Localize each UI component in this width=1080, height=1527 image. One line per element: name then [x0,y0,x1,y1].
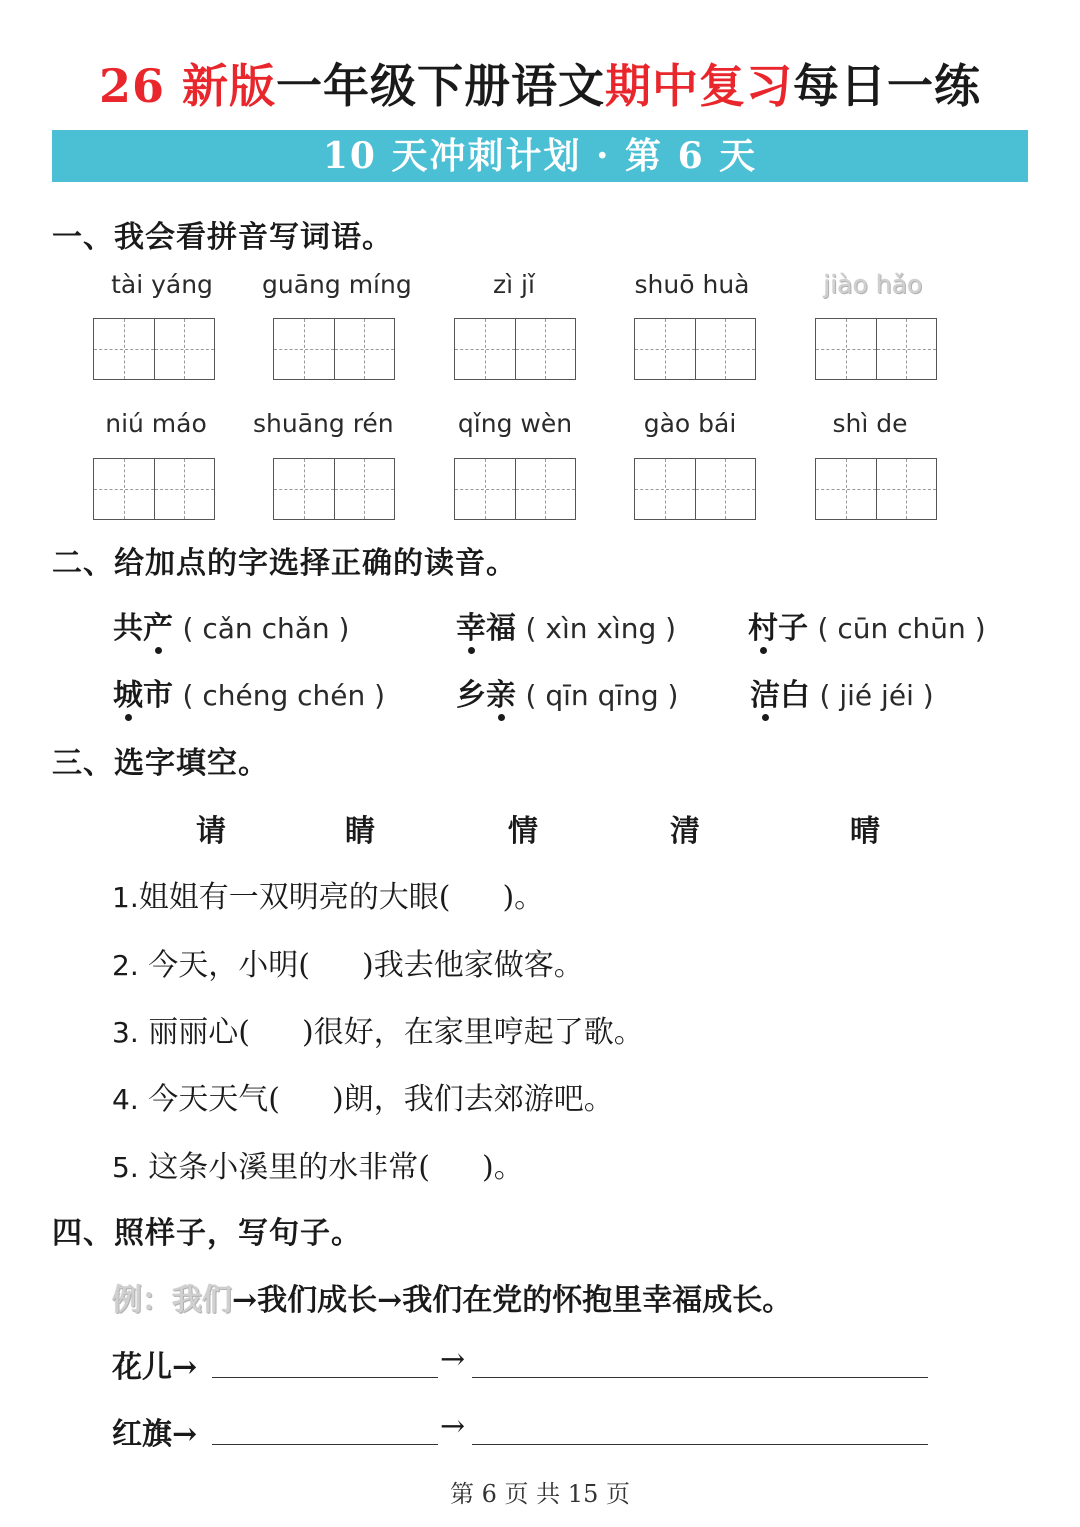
example-sentence [112,1275,792,1319]
fill-sentence: 4. 今天天气( )朗，我们去郊游吧。 [112,1082,614,1117]
reading-options: ( xìn xìng ) [525,612,677,645]
page-footer: 第 6 页 共 15 页 [450,1480,630,1508]
page-title [0,50,1080,116]
choice-char: 晴 [850,814,880,849]
writing-grid[interactable] [634,458,756,520]
write-line-start: 花儿→ [112,1350,198,1385]
emphasis-dot-icon [498,714,505,721]
emphasis-dot-icon [468,647,475,654]
emphasis-dot-icon [760,647,767,654]
writing-grid[interactable] [93,458,215,520]
word: 共产 [113,611,173,646]
emphasis-dot-icon [155,647,162,654]
title-part-3: 期中复习 [605,59,794,113]
fill-sentence: 1.姐姐有一双明亮的大眼( )。 [112,880,545,915]
choice-char: 清 [670,814,700,849]
writing-grid[interactable] [454,458,576,520]
word: 村 子 [748,611,808,646]
word: 城 市 [113,678,173,713]
choice-char: 请 [196,814,226,849]
reading-options: ( cūn chūn ) [817,612,986,645]
title-part-1: 26 新版 [98,59,277,113]
section-1-heading: 一、我会看拼音写词语。 [52,220,393,255]
pronunciation-item[interactable] [456,670,678,714]
fill-sentence: 5. 这条小溪里的水非常( )。 [112,1150,524,1185]
choice-char: 睛 [345,814,375,849]
writing-grid[interactable] [273,458,395,520]
write-line-start: 红旗→ [112,1417,198,1452]
answer-line[interactable] [212,1377,438,1378]
reading-options: ( chéng chén ) [182,679,386,712]
answer-line[interactable] [472,1444,928,1445]
pinyin-6: niú máo [105,409,207,438]
reading-options: ( qīn qīng ) [525,679,679,712]
writing-grid[interactable] [815,318,937,380]
writing-grid[interactable] [454,318,576,380]
reading-options: ( cǎn chǎn ) [182,612,350,645]
title-part-2: 一年级下册语文 [276,59,606,113]
emphasis-dot-icon [762,714,769,721]
pinyin-10: shì de [832,409,908,438]
pinyin-5: jiào hǎo [823,270,923,299]
pronunciation-item[interactable] [750,670,934,714]
fill-sentence: 2. 今天，小明( )我去他家做客。 [112,948,584,983]
answer-line[interactable] [212,1444,438,1445]
pronunciation-item[interactable] [113,603,349,647]
answer-line[interactable] [472,1377,928,1378]
pronunciation-item[interactable] [456,603,676,647]
word: 洁 白 [750,678,810,713]
section-2-heading: 二、给加点的字选择正确的读音。 [52,546,517,581]
fill-sentence: 3. 丽丽心( )很好，在家里哼起了歌。 [112,1015,644,1050]
emphasis-dot-icon [125,714,132,721]
title-part-4: 每日一练 [793,59,982,113]
pinyin-3: zì jǐ [493,270,535,299]
pinyin-9: gào bái [643,409,737,438]
writing-grid[interactable] [273,318,395,380]
example-text: →我们成长→我们在党的怀抱里幸福成长。 [232,1283,793,1318]
pinyin-1: tài yáng [111,270,213,299]
pronunciation-item[interactable] [748,603,986,647]
section-3-heading: 三、选字填空。 [52,746,269,781]
reading-options: ( jié jéi ) [819,679,934,712]
choice-char: 情 [508,814,538,849]
section-4-heading: 四、照样子，写句子。 [52,1216,362,1251]
pinyin-4: shuō huà [634,270,750,299]
word: 幸 福 [456,611,516,646]
example-label: 例：我们 [112,1283,232,1318]
arrow-icon: → [440,1409,466,1444]
writing-grid[interactable] [634,318,756,380]
plan-banner: 10 天冲刺计划 · 第 6 天 [52,130,1028,182]
writing-grid[interactable] [815,458,937,520]
pronunciation-item[interactable] [113,670,385,714]
pinyin-7: shuāng rén [253,409,394,438]
pinyin-8: qǐng wèn [457,409,573,438]
writing-grid[interactable] [93,318,215,380]
pinyin-2: guāng míng [262,270,412,299]
word: 乡亲 [456,678,516,713]
arrow-icon: → [440,1342,466,1377]
